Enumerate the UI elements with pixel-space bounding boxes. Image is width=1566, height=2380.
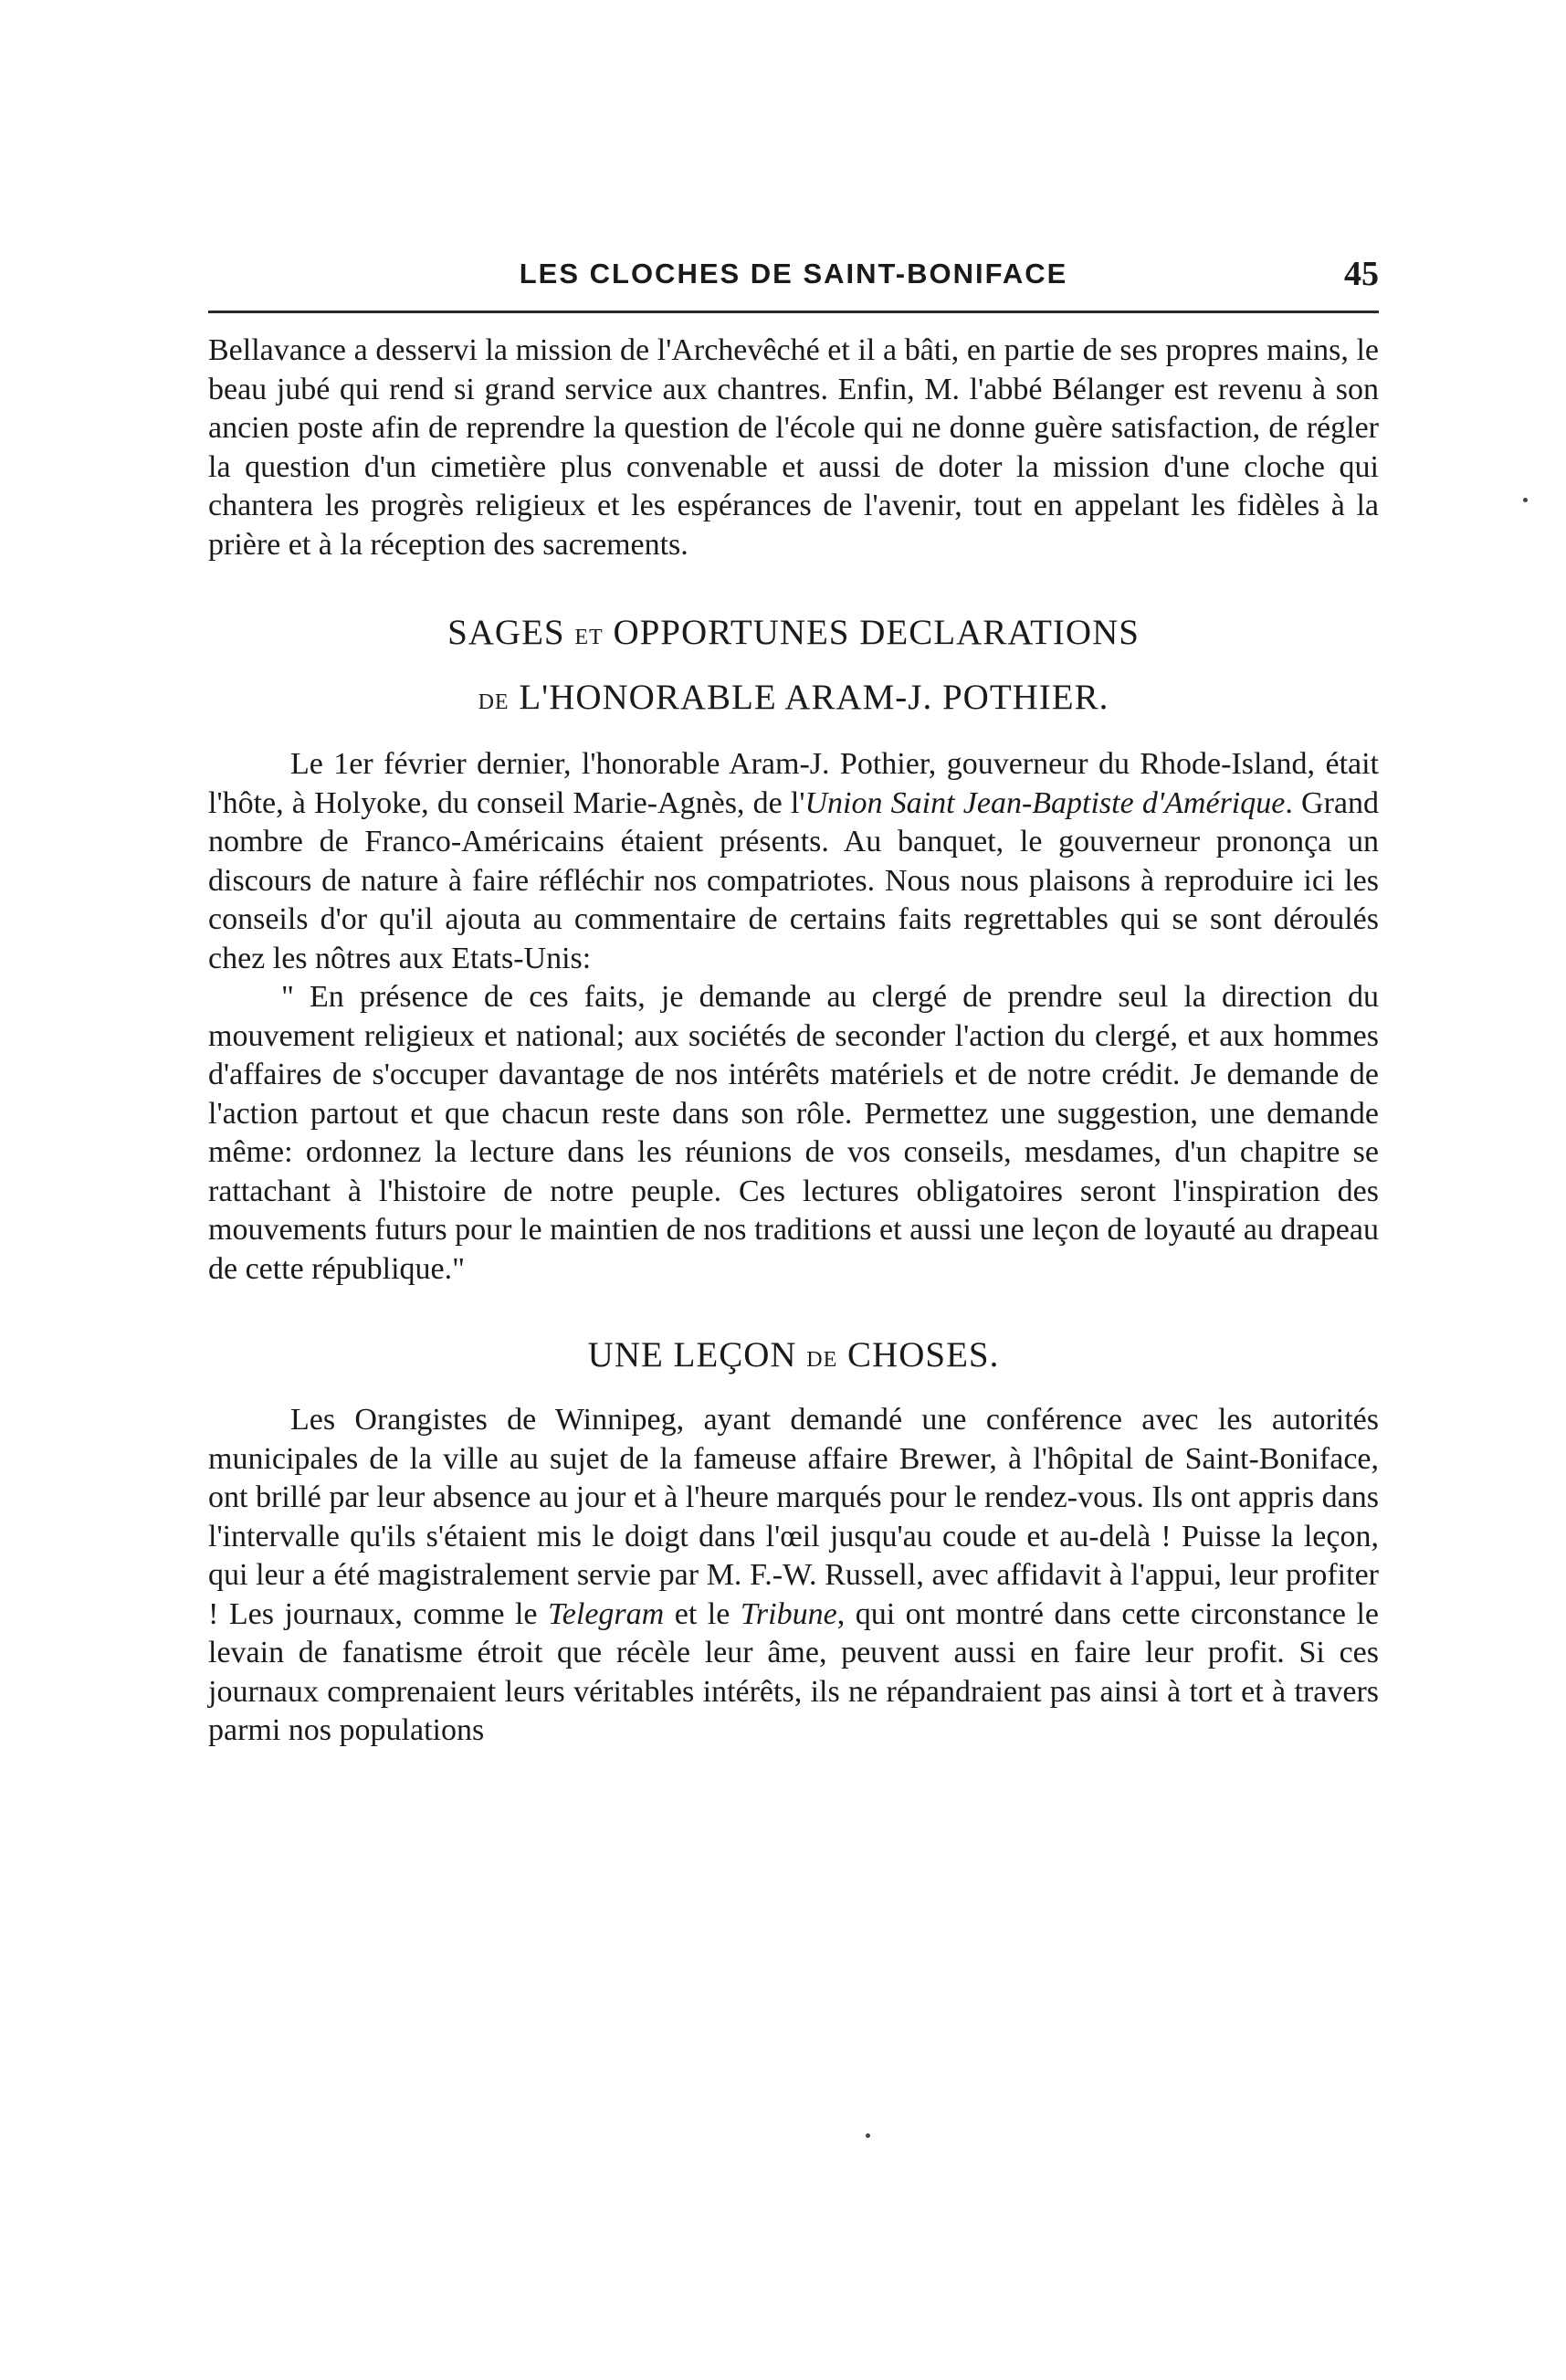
organization-name: Union Saint Jean-Baptiste d'Amérique	[804, 785, 1286, 820]
heading-small-word: ET	[574, 626, 604, 649]
paragraph-text: Le 1er février dernier, l'honorable Aram-J. Pothier, gouverneur du Rhode-Island, était l'hôte, à Holyoke, du conseil Marie-Agnès, de l'	[208, 747, 1379, 820]
print-speck	[1523, 498, 1528, 502]
body-paragraph	[208, 1401, 1379, 1751]
print-speck	[866, 2133, 870, 2138]
section-subheading	[208, 677, 1379, 718]
paragraph-text: . Grand nombre de Franco-Américains étaient présents. Au banquet, le gouverneur prononça un discours de nature à faire réfléchir nos compatriotes. Nous nous plaisons à reproduire ici les conseils d'or qu'il ajouta au commentaire de certains faits regrettables qui se sont déroulés chez les nôtres aux Etats-Unis:	[208, 785, 1380, 975]
heading-part: UNE LEÇON	[587, 1335, 797, 1374]
running-title: LES CLOCHES DE SAINT-BONIFACE	[519, 258, 1068, 290]
heading-part: SAGES	[447, 613, 565, 652]
paragraph-text: et le	[664, 1596, 741, 1631]
running-header	[208, 247, 1379, 313]
book-page	[208, 247, 1379, 2146]
body-paragraph	[208, 745, 1379, 978]
continuation-paragraph: Bellavance a desservi la mission de l'Archevêché et il a bâti, en partie de ses propres mains, le beau jubé qui rend si grand service aux chantres. Enfin, M. l'abbé Bélanger est revenu à son ancien poste afin de reprendre la question de l'école qui ne donne guère satisfaction, de régler la question d'un cimetière plus convenable et aussi de doter la mission d'une cloche qui chantera les progrès religieux et les espérances de l'avenir, tout en appelant les fidèles à la prière et à la réception des sacrements.	[208, 333, 1379, 562]
quoted-speech: " En présence de ces faits, je demande au clergé de prendre seul la direction du mouvement religieux et national; aux sociétés de seconder l'action du clergé, et aux hommes d'affaires de s'occuper davantage de nos intérêts matériels et de notre crédit. Je demande de l'action partout et que chacun reste dans son rôle. Permettez une suggestion, une demande même: ordonnez la lecture dans les réunions de vos conseils, mesdames, d'un chapitre se rattachant à l'histoire de notre peuple. Ces lectures obligatoires seront l'inspiration des mouvements futurs pour le maintien de nos traditions et aussi une leçon de loyauté au drapeau de cette république."	[208, 980, 1379, 1286]
paragraph-text: , qui ont montré dans cette circonstance le levain de fanatisme étroit que récèle leur âme, peuvent aussi en faire leur profit. Si ces journaux comprenaient leurs véritables intérêts, ils ne répandraient pas ainsi à tort et à travers parmi nos populations	[208, 1596, 1379, 1747]
heading-small-word: DE	[806, 1348, 838, 1372]
paragraph-text: Les Orangistes de Winnipeg, ayant demandé une conférence avec les autorités municipales de la ville au sujet de la fameuse affaire Brewer, à l'hôpital de Saint-Boniface, ont brillé par leur absence au jour et à l'heure marqués pour le rendez-vous. Ils ont appris dans l'intervalle qu'ils s'étaient mis le doigt dans l'œil jusqu'au coude et au-delà ! Puisse la leçon, qui leur a été magistralement servie par M. F.-W. Russell, avec affidavit à l'appui, leur profiter ! Les journaux, comme le	[208, 1403, 1379, 1631]
subheading-small-word: DE	[478, 690, 510, 714]
subheading-main: L'HONORABLE ARAM-J. POTHIER.	[519, 678, 1109, 717]
newspaper-name: Tribune	[740, 1596, 837, 1631]
heading-part: OPPORTUNES DECLARATIONS	[613, 613, 1140, 652]
heading-part: CHOSES.	[847, 1335, 1000, 1374]
newspaper-name: Telegram	[548, 1596, 665, 1631]
section-heading-lecon	[208, 1334, 1379, 1375]
section-heading-declarations	[208, 612, 1379, 653]
page-number: 45	[1344, 255, 1379, 293]
